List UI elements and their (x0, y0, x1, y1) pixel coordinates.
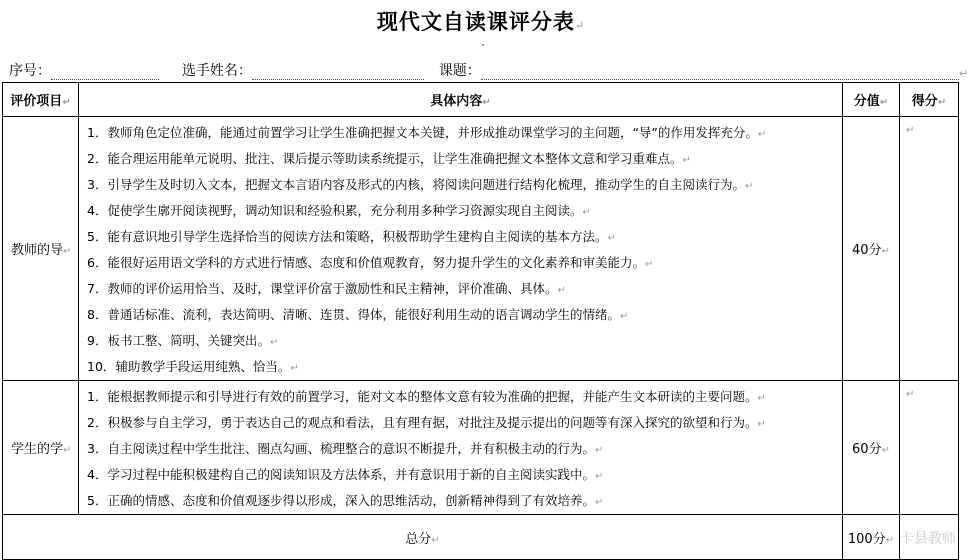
header-fields: 序号： 选手姓名： 课题： ↵ (9, 60, 968, 80)
page-title: 现代文自读课评分表↵ (376, 9, 586, 34)
score-student: 60分↵ (843, 381, 900, 515)
decorative-dot (482, 44, 484, 46)
topic-blank[interactable] (481, 63, 959, 80)
criterion-line: 8．普通话标准、流利，表达简明、清晰、连贯、得体，能很好利用生动的语言调动学生的情绪。↵ (87, 307, 629, 322)
got-teacher[interactable]: ↵ (900, 117, 959, 381)
serial-label: 序号： (9, 63, 51, 79)
criterion-line: 6．能很好运用语文学科的方式进行情感、态度和价值观教育，努力提升学生的文化素养和审美能力。↵ (87, 255, 654, 270)
criterion-line: 1．教师角色定位准确，能通过前置学习让学生准确把握文本关键，并形成推动课堂学习的主问题，“导”的作用发挥充分。↵ (87, 125, 767, 140)
contestant-label: 选手姓名： (181, 63, 252, 79)
section-row-teacher (3, 117, 959, 381)
criterion-line: 5．能有意识地引导学生选择恰当的阅读方法和策略，积极帮助学生建构自主阅读的基本方法。↵ (87, 229, 616, 244)
criterion-line: 10．辅助教学手段运用纯熟、恰当。↵ (87, 359, 299, 374)
header-score: 分值↵ (843, 83, 900, 117)
criterion-line: 9．板书工整、简明、关键突出。↵ (87, 333, 279, 348)
criterion-line: 2．积极参与自主学习，勇于表达自己的观点和看法，且有理有据，对批注及提示提出的问题等有深入探究的欲望和行为。↵ (87, 415, 766, 430)
contestant-blank[interactable] (252, 63, 424, 80)
content-teacher (79, 117, 843, 381)
criterion-line: 2．能合理运用能单元说明、批注、课后提示等助读系统提示，让学生准确把握文本整体文意和学习重难点。↵ (87, 151, 691, 166)
header-item: 评价项目↵ (3, 83, 79, 117)
got-student[interactable]: ↵ (900, 381, 959, 515)
header-content: 具体内容↵ (79, 83, 843, 117)
score-teacher: 40分↵ (843, 117, 900, 381)
header-got: 得分↵ (900, 83, 959, 117)
total-label: 总分↵ (3, 515, 843, 560)
criterion-line: 1．能根据教师提示和引导进行有效的前置学习，能对文本的整体文意有较为准确的把握，并能产生文本研读的主要问题。↵ (87, 389, 766, 404)
header-row (3, 83, 959, 117)
criterion-line: 5．正确的情感、态度和价值观逐步得以形成，深入的思维活动，创新精神得到了有效培养。↵ (87, 493, 604, 508)
item-student: 学生的学↵ (3, 381, 79, 515)
criterion-line: 7．教师的评价运用恰当、及时，课堂评价富于激励性和民主精神，评价准确、具体。↵ (87, 281, 566, 296)
item-teacher: 教师的导↵ (3, 117, 79, 381)
serial-blank[interactable] (51, 63, 159, 80)
criterion-line: 3．引导学生及时切入文本，把握文本言语内容及形式的内核，将阅读问题进行结构化梳理，推动学生的自主阅读行为。↵ (87, 177, 754, 192)
criterion-line: 4．学习过程中能积极建构自己的阅读知识及方法体系，并有意识用于新的自主阅读实践中。↵ (87, 467, 604, 482)
criterion-line: 4．促使学生廓开阅读视野，调动知识和经验积累，充分利用多种学习资源实现自主阅读。↵ (87, 203, 591, 218)
score-table (2, 82, 959, 560)
watermark: 卡县教师 (900, 531, 956, 547)
total-row (3, 515, 959, 560)
section-row-student (3, 381, 959, 515)
total-score: 100分↵ (843, 515, 900, 560)
content-student (79, 381, 843, 515)
topic-label: 课题： (438, 63, 481, 79)
criterion-line: 3．自主阅读过程中学生批注、圈点勾画、梳理整合的意识不断提升，并有积极主动的行为。↵ (87, 441, 604, 456)
